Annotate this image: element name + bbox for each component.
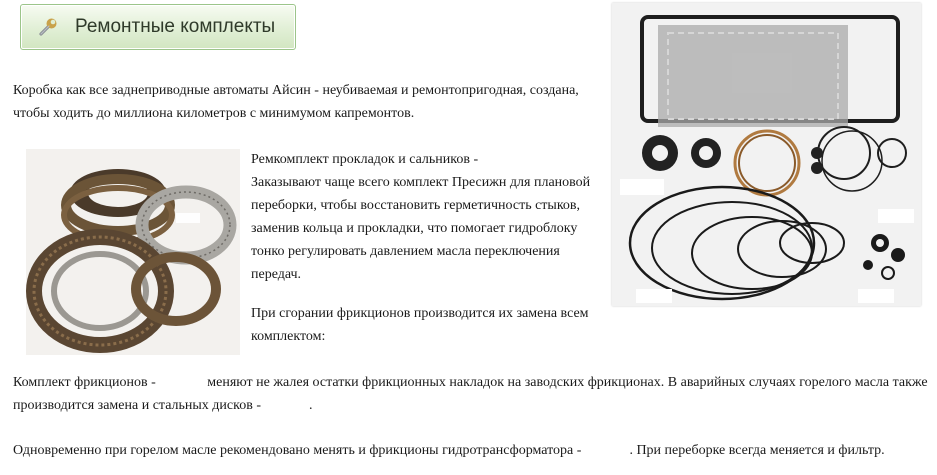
torque-converter-paragraph — [13, 439, 933, 462]
clutch-discs-photo — [26, 149, 240, 355]
repair-kits-section-button[interactable] — [20, 4, 296, 50]
clutch-kit-text-2: меняют не жалея остатки фрикционных накладок на заводских фрикционах. В аварийных случаях горелого масла также производится замена и стальных дисков - — [13, 375, 928, 413]
gasket-kit-text: Заказывают чаще всего комплект Пресижн для плановой переборки, чтобы восстановить герметичность стыков, заменив кольца и прокладки, что помогает гидроблоку тонко регулировать давлением масла переключения передач. — [251, 175, 591, 282]
clutch-kit-text-1: Комплект фрикционов - — [13, 375, 156, 390]
clutch-kit-paragraph — [13, 371, 933, 417]
gasket-kit-block — [251, 148, 611, 286]
wrench-icon — [37, 16, 59, 38]
intro-paragraph: Коробка как все заднеприводные автоматы Айсин - неубиваемая и ремонтопригодная, создана, чтобы ходить до миллиона километров с минимумом капремонтов. — [13, 83, 579, 121]
gasket-kit-title: Ремкомплект прокладок и сальников - — [251, 152, 479, 167]
gasket-kit-photo — [612, 3, 921, 306]
section-title: Ремонтные комплекты — [75, 16, 276, 37]
clutch-kit-text-3: . — [309, 398, 313, 413]
torque-converter-text-2: . При переборке всегда меняется и фильтр. — [629, 443, 885, 458]
burnout-paragraph: При сгорании фрикционов производится их замена всем комплектом: — [251, 306, 589, 344]
torque-converter-text-1: Одновременно при горелом масле рекомендовано менять и фрикционы гидротрансформатора - — [13, 443, 582, 458]
